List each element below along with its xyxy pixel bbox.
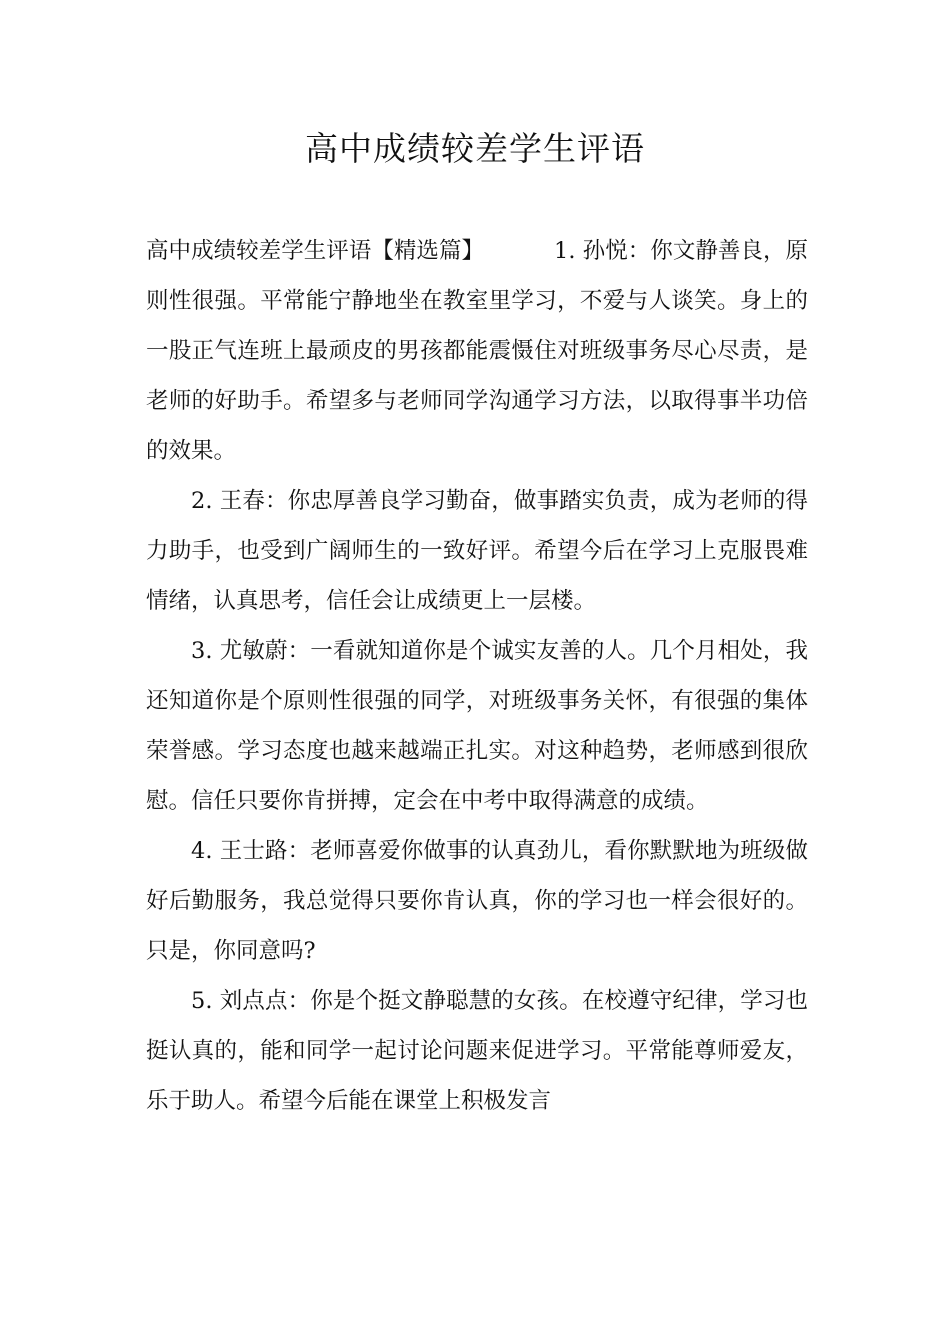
document-body [146, 226, 808, 1126]
intro-label: 高中成绩较差学生评语【精选篇】 [146, 238, 485, 264]
document-title: 高中成绩较差学生评语 [305, 129, 645, 168]
paragraph-1 [146, 226, 808, 476]
paragraph-4: 4. 王士路：老师喜爱你做事的认真劲儿，看你默默地为班级做好后勤服务，我总觉得只要你肯认真，你的学习也一样会很好的。只是，你同意吗? [146, 838, 808, 964]
paragraph-3: 3. 尤敏蔚：一看就知道你是个诚实友善的人。几个月相处，我还知道你是个原则性很强的同学，对班级事务关怀，有很强的集体荣誉感。学习态度也越来越端正扎实。对这种趋势，老师感到很欣慰。信任只要你肯拼搏，定会在中考中取得满意的成绩。 [146, 638, 808, 814]
paragraph-5: 5. 刘点点：你是个挺文静聪慧的女孩。在校遵守纪律，学习也挺认真的，能和同学一起讨论问题来促进学习。平常能尊师爱友，乐于助人。希望今后能在课堂上积极发言 [146, 988, 808, 1114]
paragraph-1-text: 1. 孙悦：你文静善良，原则性很强。平常能宁静地坐在教室里学习，不爱与人谈笑。身上的一股正气连班上最顽皮的男孩都能震慑住对班级事务尽心尽责，是老师的好助手。希望多与老师同学沟通学习方法，以取得事半功倍的效果。 [146, 238, 808, 464]
paragraph-2: 2. 王春：你忠厚善良学习勤奋，做事踏实负责，成为老师的得力助手，也受到广阔师生的一致好评。希望今后在学习上克服畏难情绪，认真思考，信任会让成绩更上一层楼。 [146, 488, 808, 614]
